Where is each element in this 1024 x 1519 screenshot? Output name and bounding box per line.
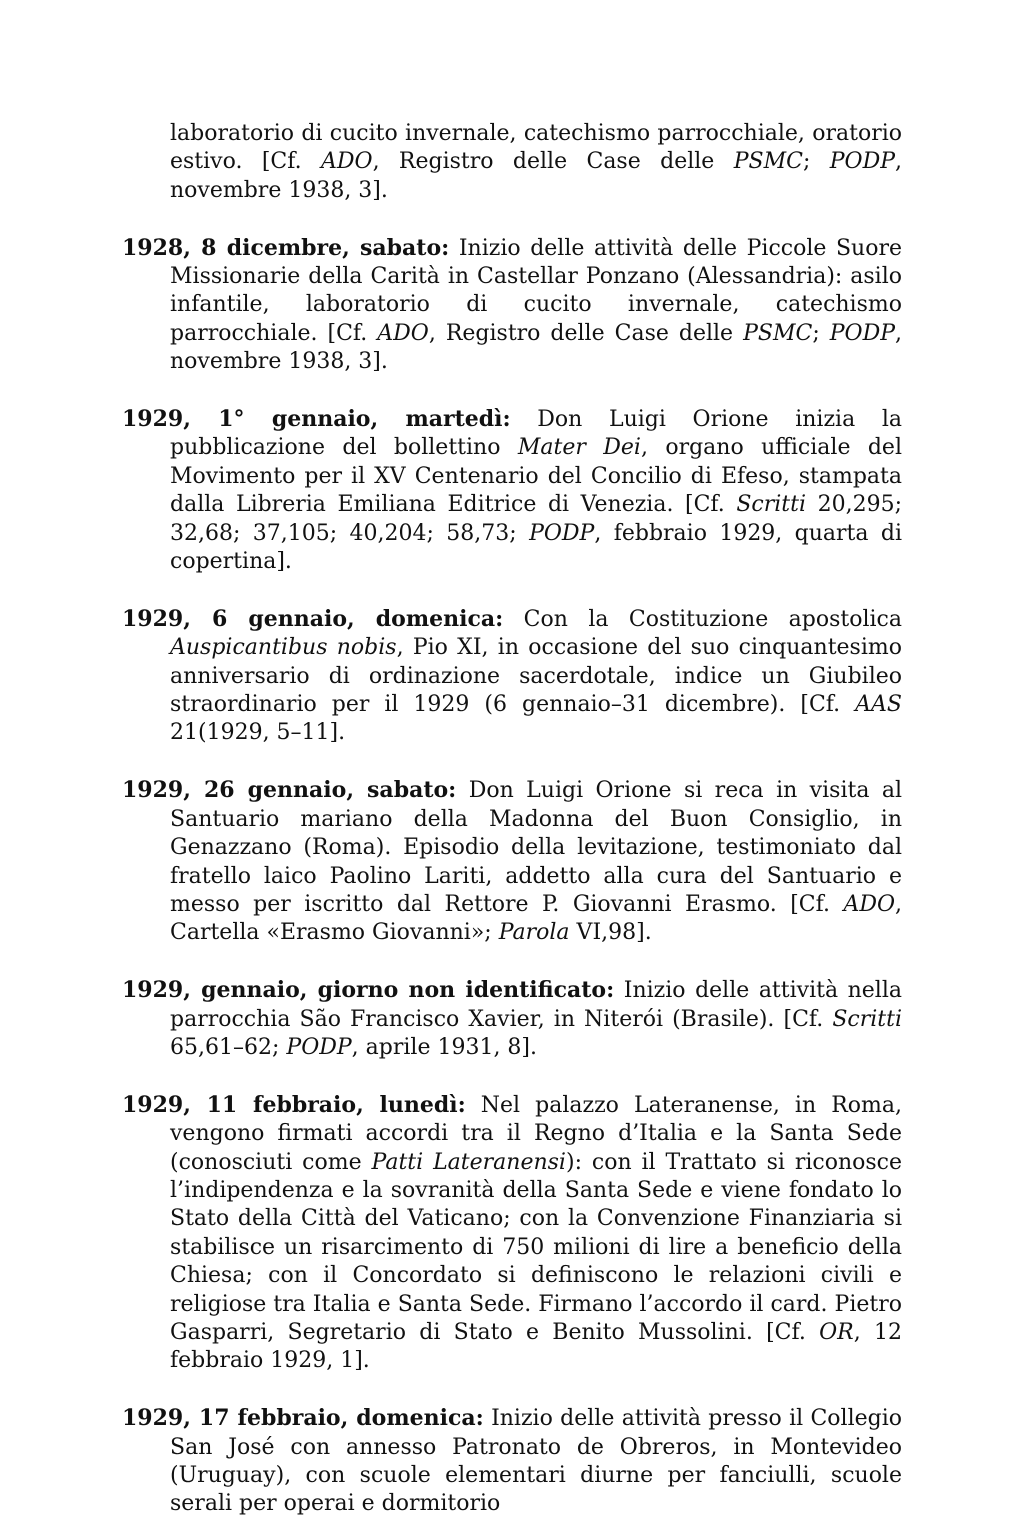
- entry-text: Don Luigi Orione inizia la pubblicazione del bollettino: [170, 407, 902, 461]
- entry-text: , organo ufficiale del Movimento per il XV Centenario del Concilio di Efeso, stampata dalla Libreria Emiliana Editrice di Venezia. [Cf.: [170, 435, 902, 518]
- entry-date-heading: 1929, 1° gennaio, martedì:: [122, 406, 511, 433]
- entry-text: , Registro delle Case delle: [428, 320, 744, 346]
- chronology-entry: [122, 776, 902, 947]
- entry-text: , Registro delle Case delle: [372, 149, 734, 175]
- italic-reference: PODP: [529, 520, 595, 546]
- entry-text: 21(1929, 5–11].: [170, 720, 346, 746]
- italic-reference: Scritti: [736, 492, 807, 518]
- entry-text: , novembre 1938, 3].: [170, 149, 903, 203]
- entry-text: VI,98].: [569, 920, 652, 946]
- entry-text: Con la Costituzione apostolica: [503, 606, 902, 632]
- entry-text: , Pio XI, in occasione del suo cinquantesimo anniversario di ordinazione sacerdotale, indice un Giubileo straordinario per il 1929 (6 gennaio–31 dicembre). [Cf.: [170, 635, 902, 718]
- italic-reference: ADO: [321, 149, 373, 175]
- italic-reference: PSMC: [733, 149, 803, 175]
- chronology-entry: [122, 976, 902, 1062]
- entry-date-heading: 1929, gennaio, giorno non identificato:: [122, 977, 615, 1004]
- entry-text: 65,61–62;: [170, 1034, 287, 1060]
- chronology-entry: [122, 1091, 902, 1376]
- entry-date-heading: 1929, 6 gennaio, domenica:: [122, 605, 504, 632]
- italic-reference: AAS: [855, 692, 902, 718]
- entry-text: 20,295; 32,68; 37,105; 40,204; 58,73;: [170, 492, 902, 546]
- italic-reference: Mater Dei: [517, 435, 641, 461]
- continued-paragraph: [122, 120, 902, 205]
- entry-date-heading: 1929, 26 gennaio, sabato:: [122, 777, 457, 804]
- chronology-entry: [122, 405, 902, 576]
- italic-reference: Parola: [498, 920, 570, 946]
- entry-text: , febbraio 1929, quarta di copertina].: [170, 520, 903, 575]
- entry-text: ;: [802, 149, 830, 175]
- entry-date-heading: 1929, 17 febbraio, domenica:: [122, 1405, 484, 1432]
- entry-date-heading: 1929, 11 febbraio, lunedì:: [122, 1091, 466, 1118]
- italic-reference: ADO: [843, 891, 895, 917]
- chronology-text: [122, 120, 902, 1519]
- chronology-entry: [122, 234, 902, 377]
- italic-reference: PODP: [286, 1034, 352, 1060]
- entry-text: Don Luigi Orione si reca in visita al Santuario mariano della Madonna del Buon Consiglio, in Genazzano (Roma). Episodio della levitazione, testimoniato dal fratello laico Paolino Lariti, addetto alla cura del Santuario e messo per iscritto dal Rettore P. Giovanni Erasmo. [Cf.: [170, 778, 902, 917]
- entry-text: laboratorio di cucito invernale, catechismo parrocchiale, oratorio estivo. [Cf.: [170, 121, 902, 175]
- entry-text: , aprile 1931, 8].: [351, 1034, 538, 1060]
- italic-reference: PODP: [829, 149, 896, 175]
- italic-reference: Patti Lateranensi: [371, 1149, 566, 1175]
- chronology-entry: [122, 605, 902, 748]
- entry-text: Inizio delle attività delle Piccole Suore Missionarie della Carità in Castellar Ponzano (Alessandria): asilo infantile, laboratorio di cucito invernale, catechismo parrocchiale. [Cf.: [170, 235, 902, 346]
- italic-reference: OR: [819, 1319, 854, 1345]
- entry-text: , novembre 1938, 3].: [170, 320, 903, 375]
- entry-date-heading: 1928, 8 dicembre, sabato:: [122, 234, 450, 261]
- italic-reference: Auspicantibus nobis: [170, 635, 397, 661]
- entry-text: , Cartella «Erasmo Giovanni»;: [170, 891, 902, 946]
- entry-text: Nel palazzo Lateranense, in Roma, vengono firmati accordi tra il Regno d’Italia e la Santa Sede (conosciuti come: [170, 1092, 902, 1175]
- entry-text: ;: [812, 320, 830, 346]
- italic-reference: PSMC: [743, 320, 813, 346]
- entry-text: ): con il Trattato si riconosce l’indipendenza e la sovranità della Santa Sede e viene fondato lo Stato della Città del Vaticano; con la Convenzione Finanziaria si stabilisce un risarcimento di 750 milioni di lire a beneficio della Chiesa; con il Concordato si definiscono le relazioni civili e religiose tra Italia e Santa Sede. Firmano l’accordo il card. Pietro Gasparri, Segretario di Stato e Benito Mussolini. [Cf.: [170, 1149, 902, 1345]
- chronology-entry: [122, 1404, 902, 1519]
- italic-reference: PODP: [829, 320, 896, 346]
- entry-text: Inizio delle attività presso il Collegio San José con annesso Patronato de Obreros, in Montevideo (Uruguay), con scuole elementari diurne per fanciulli, scuole serali per operai e dormitorio: [170, 1406, 903, 1517]
- entry-text: Inizio delle attività nella parrocchia São Francisco Xavier, in Niterói (Brasile). [Cf.: [170, 978, 902, 1032]
- italic-reference: Scritti: [832, 1006, 902, 1032]
- entry-text: , 12 febbraio 1929, 1].: [170, 1319, 902, 1374]
- italic-reference: ADO: [377, 320, 429, 346]
